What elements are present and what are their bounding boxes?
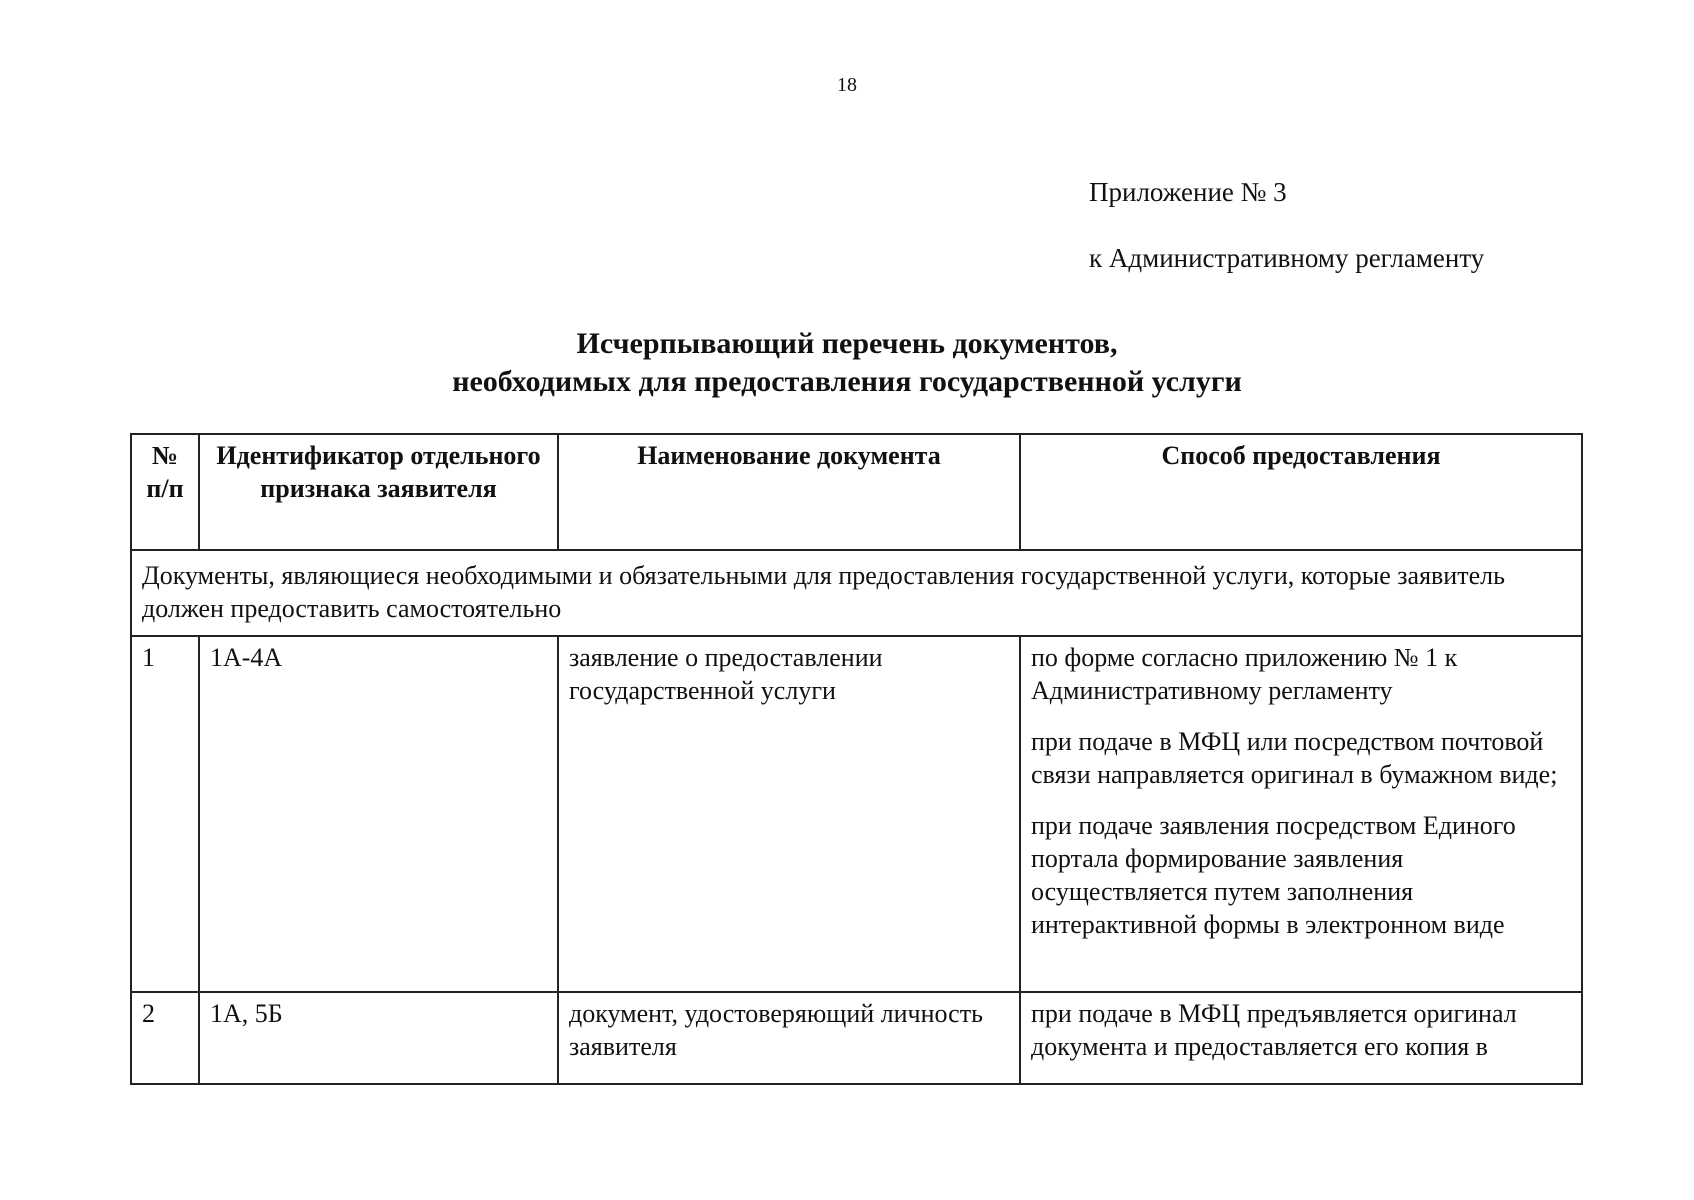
header-identifier: Идентификатор отдельного признака заявителя xyxy=(199,434,558,550)
document-title-line-2: необходимых для предоставления государственной услуги xyxy=(452,365,1242,398)
row-method xyxy=(1020,636,1582,992)
row-number: 1 xyxy=(131,636,199,992)
header-method: Способ предоставления xyxy=(1020,434,1582,550)
method-paragraph: по форме согласно приложению № 1 к Административному регламенту xyxy=(1031,643,1458,705)
method-paragraph: при подаче в МФЦ предъявляется оригинал документа и предоставляется его копия в xyxy=(1031,999,1517,1061)
table-row xyxy=(131,992,1582,1084)
row-number: 2 xyxy=(131,992,199,1084)
table-section-row xyxy=(131,550,1582,636)
row-document-name: заявление о предоставлении государственной услуги xyxy=(558,636,1020,992)
appendix-number: Приложение № 3 xyxy=(1089,177,1287,207)
header-number: № п/п xyxy=(131,434,199,550)
section-label: Документы, являющиеся необходимыми и обязательными для предоставления государственной услуги, которые заявитель должен предоставить самостоятельно xyxy=(131,550,1582,636)
row-identifier: 1А, 5Б xyxy=(199,992,558,1084)
method-paragraph: при подаче заявления посредством Единого портала формирование заявления осуществляется путем заполнения интерактивной формы в электронном виде xyxy=(1031,811,1516,939)
documents-table xyxy=(130,433,1583,1085)
row-document-name: документ, удостоверяющий личность заявителя xyxy=(558,992,1020,1084)
page-number: 18 xyxy=(837,74,857,96)
document-title-line-1: Исчерпывающий перечень документов, xyxy=(576,327,1118,360)
appendix-reference: к Административному регламенту xyxy=(1089,243,1485,273)
header-document-name: Наименование документа xyxy=(558,434,1020,550)
method-paragraph: при подаче в МФЦ или посредством почтовой связи направляется оригинал в бумажном виде; xyxy=(1031,727,1558,789)
row-identifier: 1А-4А xyxy=(199,636,558,992)
row-method xyxy=(1020,992,1582,1084)
document-title xyxy=(0,325,1694,401)
table-row xyxy=(131,636,1582,992)
table-header-row xyxy=(131,434,1582,550)
